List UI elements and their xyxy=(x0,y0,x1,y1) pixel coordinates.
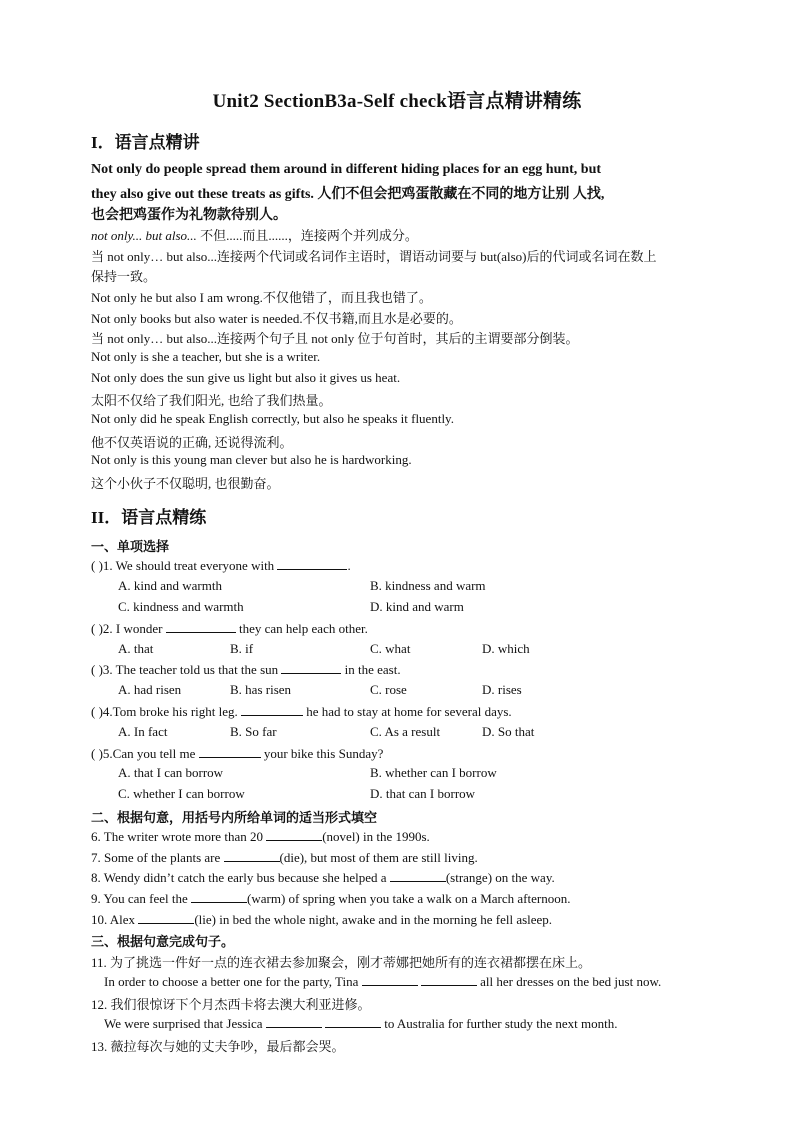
q3-option-b[interactable]: B. has risen xyxy=(230,682,292,697)
section-heading-explanation: I．语言点精讲 xyxy=(91,133,200,152)
note-line-13: 这个小伙子不仅聪明, 也很勤奋。 xyxy=(91,476,280,491)
note-line-6: 当 not only… but also...连接两个句子且 not only 位于句首时，其后的主谓要部分倒装。 xyxy=(91,331,579,346)
section-heading-practice: II．语言点精练 xyxy=(91,508,207,527)
answer-blank[interactable] xyxy=(325,1015,381,1028)
question-5: ( )5.Can you tell me your bike this Sunday? xyxy=(91,746,384,761)
q4-option-d[interactable]: D. So that xyxy=(482,724,535,739)
question-6: 6. The writer wrote more than 20 (novel) in the 1990s. xyxy=(91,829,430,844)
question-7: 7. Some of the plants are (die), but most of them are still living. xyxy=(91,850,478,865)
note-line-9: 太阳不仅给了我们阳光, 也给了我们热量。 xyxy=(91,393,332,408)
answer-blank[interactable] xyxy=(166,620,236,633)
q2-option-a[interactable]: A. that xyxy=(118,641,154,656)
answer-blank[interactable] xyxy=(191,890,247,903)
answer-blank[interactable] xyxy=(241,703,303,716)
page-title: Unit2 SectionB3a-Self check语言点精讲精练 xyxy=(212,91,582,112)
answer-blank[interactable] xyxy=(277,557,347,570)
q3-option-a[interactable]: A. had risen xyxy=(118,682,182,697)
note-line-5: Not only books but also water is needed.不仅书籍,而且水是必要的。 xyxy=(91,311,462,326)
answer-blank[interactable] xyxy=(199,745,261,758)
question-12-english: We were surprised that Jessica to Australia for further study the next month. xyxy=(104,1016,618,1031)
answer-blank[interactable] xyxy=(224,849,280,862)
note-meaning: 不但.....而且......，连接两个并列成分。 xyxy=(200,228,418,243)
note-line-4: Not only he but also I am wrong.不仅他错了，而且我也错了。 xyxy=(91,290,432,305)
intro-line-2: they also give out these treats as gifts. 人们不但会把鸡蛋散藏在不同的地方让别 人找, xyxy=(91,187,605,202)
answer-blank[interactable] xyxy=(362,973,418,986)
question-3: ( )3. The teacher told us that the sun in the east. xyxy=(91,662,401,677)
part3-heading: 三、根据句意完成句子。 xyxy=(91,934,235,949)
note-line-7: Not only is she a teacher, but she is a writer. xyxy=(91,349,321,364)
q5-option-d[interactable]: D. that can I borrow xyxy=(370,786,476,801)
note-phrase: not only... but also... xyxy=(91,228,201,243)
question-11-english: In order to choose a better one for the party, Tina all her dresses on the bed just now. xyxy=(104,974,662,989)
question-2: ( )2. I wonder they can help each other. xyxy=(91,621,368,636)
part2-heading: 二、根据句意，用括号内所给单词的适当形式填空 xyxy=(91,810,378,825)
q3-option-d[interactable]: D. rises xyxy=(482,682,522,697)
note-line-11: 他不仅英语说的正确, 还说得流利。 xyxy=(91,435,293,450)
question-1: ( )1. We should treat everyone with . xyxy=(91,558,351,573)
answer-blank[interactable] xyxy=(266,828,322,841)
part1-heading: 一、单项选择 xyxy=(91,539,170,554)
question-9: 9. You can feel the (warm) of spring when you take a walk on a March afternoon. xyxy=(91,891,571,906)
q2-option-c[interactable]: C. what xyxy=(370,641,411,656)
question-13-chinese: 13. 薇拉每次与她的丈夫争吵，最后都会哭。 xyxy=(91,1039,345,1054)
question-12-chinese: 12. 我们很惊讶下个月杰西卡将去澳大利亚进修。 xyxy=(91,997,371,1012)
note-line-10: Not only did he speak English correctly, but also he speaks it fluently. xyxy=(91,411,454,426)
q4-option-a[interactable]: A. In fact xyxy=(118,724,168,739)
note-line-2: 当 not only… but also...连接两个代词或名词作主语时，谓语动词要与 but(also)后的代词或名词在数上 xyxy=(91,249,657,264)
question-10: 10. Alex (lie) in bed the whole night, awake and in the morning he fell asleep. xyxy=(91,912,553,927)
q5-option-b[interactable]: B. whether can I borrow xyxy=(370,765,497,780)
q2-option-d[interactable]: D. which xyxy=(482,641,530,656)
q2-option-b[interactable]: B. if xyxy=(230,641,254,656)
q4-option-b[interactable]: B. So far xyxy=(230,724,277,739)
note-line-12: Not only is this young man clever but also he is hardworking. xyxy=(91,452,412,467)
answer-blank[interactable] xyxy=(138,911,194,924)
q5-option-c[interactable]: C. whether I can borrow xyxy=(118,786,245,801)
note-line-8: Not only does the sun give us light but also it gives us heat. xyxy=(91,370,401,385)
question-8: 8. Wendy didn’t catch the early bus because she helped a (strange) on the way. xyxy=(91,870,555,885)
answer-blank[interactable] xyxy=(266,1015,322,1028)
q1-option-b[interactable]: B. kindness and warm xyxy=(370,578,486,593)
q4-option-c[interactable]: C. As a result xyxy=(370,724,441,739)
q1-option-c[interactable]: C. kindness and warmth xyxy=(118,599,244,614)
note-line-3: 保持一致。 xyxy=(91,269,157,284)
answer-blank[interactable] xyxy=(421,973,477,986)
q5-option-a[interactable]: A. that I can borrow xyxy=(118,765,224,780)
question-4: ( )4.Tom broke his right leg. he had to stay at home for several days. xyxy=(91,704,512,719)
q3-option-c[interactable]: C. rose xyxy=(370,682,407,697)
question-11-chinese: 11. 为了挑选一件好一点的连衣裙去参加聚会，刚才蒂娜把她所有的连衣裙都摆在床上。 xyxy=(91,955,592,970)
answer-blank[interactable] xyxy=(281,661,341,674)
q1-option-a[interactable]: A. kind and warmth xyxy=(118,578,222,593)
intro-line-1: Not only do people spread them around in different hiding places for an egg hunt, but xyxy=(91,162,602,177)
answer-blank[interactable] xyxy=(390,869,446,882)
intro-line-3: 也会把鸡蛋作为礼物款待别人。 xyxy=(91,208,287,223)
q1-option-d[interactable]: D. kind and warm xyxy=(370,599,464,614)
note-line-1 xyxy=(91,225,418,244)
